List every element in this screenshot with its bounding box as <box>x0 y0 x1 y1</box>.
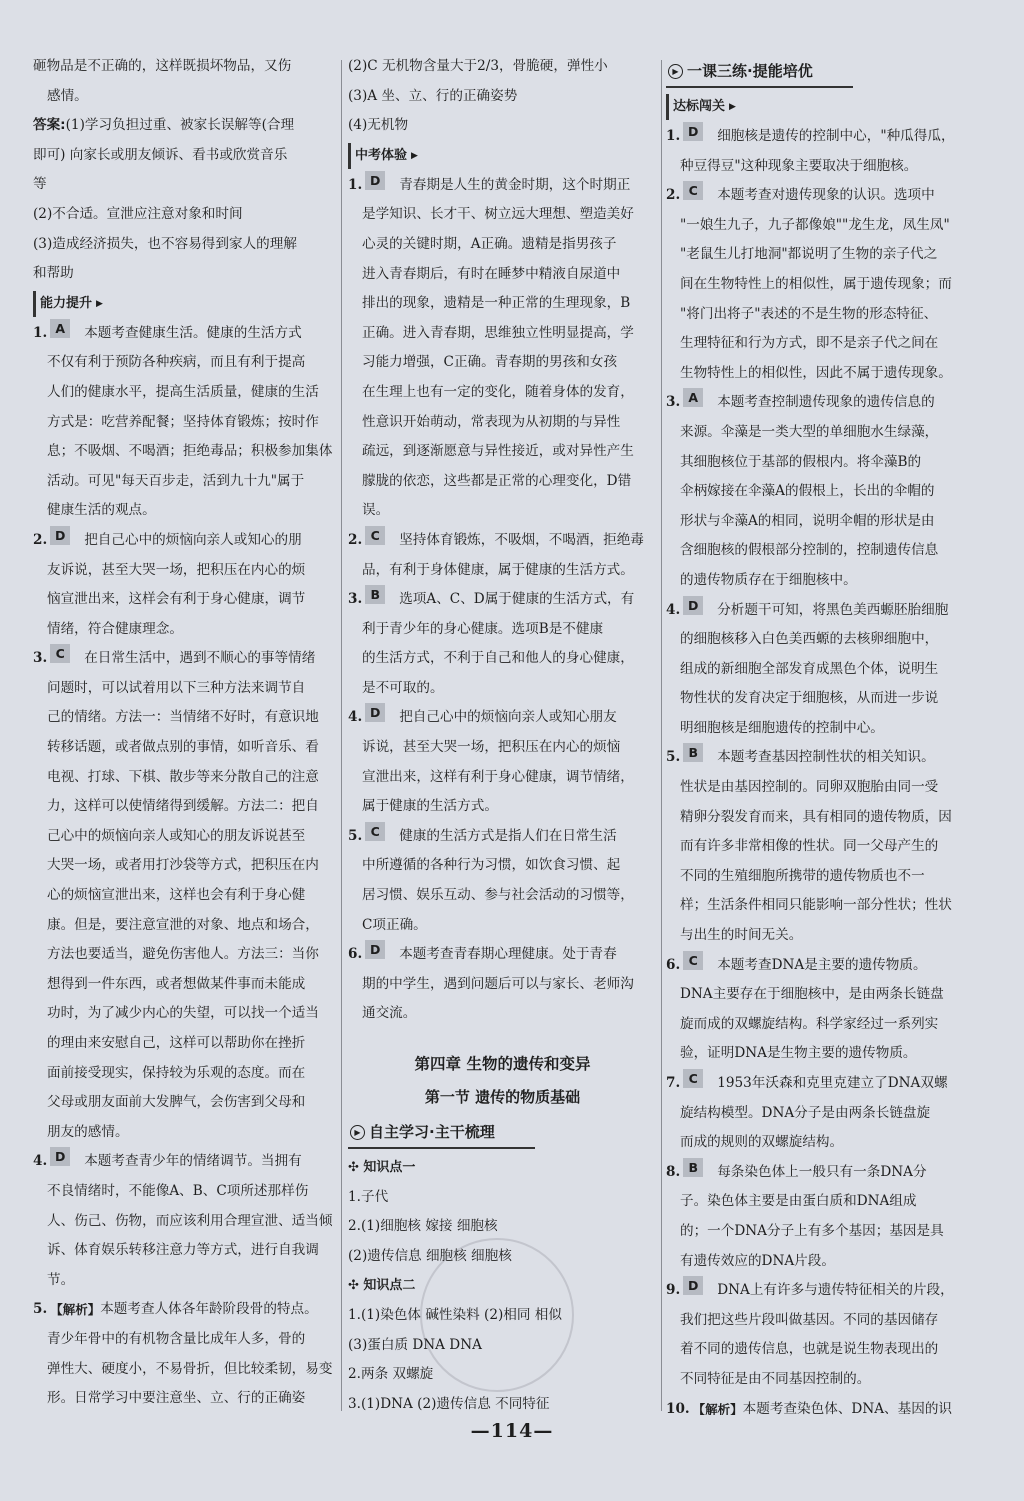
text-line: 性意识开始萌动，常表现为从初期的与异性 <box>362 413 621 430</box>
section-heading-ability <box>33 291 333 317</box>
text-line: 砸物品是不正确的，这样既损坏物品，又伤 <box>33 58 292 74</box>
text-line: 人、伤己、伤物，而应该利用合理宣泄、适当倾 <box>47 1212 333 1229</box>
item-first-line <box>348 526 657 556</box>
answer-badge: D <box>683 1276 703 1295</box>
text-line: 间在生物特性上的相似性，属于遗传现象；而 <box>680 275 952 292</box>
text-line: 息；不吸烟、不喝酒；拒绝毒品；积极参加集体 <box>47 443 333 460</box>
text-line: 心灵的关键时期，A正确。遗精是指男孩子 <box>362 235 617 252</box>
text-line: 正确。进入青春期，思维独立性明显提高，学 <box>362 324 634 341</box>
item-first-line <box>666 122 982 152</box>
text-line: 1.(1)染色体 碱性染料 (2)相同 相似 <box>348 1306 562 1323</box>
text-line: 子。染色体主要是由蛋白质和DNA组成 <box>680 1193 917 1210</box>
item-number: 1. <box>33 324 48 341</box>
text-line: 而成的规则的双螺旋结构。 <box>680 1134 844 1151</box>
text-line: 进入青春期后，有时在睡梦中精液自尿道中 <box>362 265 621 282</box>
text-line: C项正确。 <box>362 916 427 933</box>
answer-label: 答案: <box>33 117 66 134</box>
answer-badge: D <box>50 526 70 545</box>
item-number: 4. <box>666 601 681 618</box>
item-first-line <box>666 743 982 773</box>
text-line: 康。但是，要注意宣泄的对象、地点和场合， <box>47 916 319 933</box>
text-line: 2.(1)细胞核 嫁接 细胞核 <box>348 1218 498 1235</box>
text-line: 的；一个DNA分子上有多个基因；基因是具 <box>680 1222 944 1239</box>
item-10-first-line <box>666 1395 982 1415</box>
text-line: 想得到一件东西，或者想做某件事而未能成 <box>47 975 306 992</box>
knowledge-point-2: ✣ 知识点二 <box>348 1278 416 1294</box>
banner-text: 一课三练·提能培优 <box>687 62 813 80</box>
item-text: 本题考查控制遗传现象的遗传信息的 <box>717 394 935 411</box>
text-line: 方式是：吃营养配餐；坚持体育锻炼；按时作 <box>47 413 319 430</box>
text-line: 力，这样可以使情绪得到缓解。方法二：把自 <box>47 798 319 815</box>
text-line: 样；生活条件相同只能影响一部分性状；性状 <box>680 897 952 914</box>
text-line: (2)C 无机物含量大于2/3，骨脆硬，弹性小 <box>348 58 608 74</box>
answer-badge: C <box>365 822 385 841</box>
item-text: 本题考查对遗传现象的认识。选项中 <box>717 187 935 204</box>
answer-badge: B <box>683 1158 703 1177</box>
play-circle-icon: ▶ <box>350 1125 365 1140</box>
text-line: 2.两条 双螺旋 <box>348 1366 434 1383</box>
item-first-line <box>33 644 333 674</box>
item-list <box>33 319 333 1296</box>
text-line: 形状与伞藻A的相同，说明伞帽的形状是由 <box>680 512 935 529</box>
item-number: 3. <box>348 591 363 608</box>
text-line: 大哭一场，或者用打沙袋等方式，把积压在内 <box>47 857 319 874</box>
text-line: 着不同的遗传信息，也就是说生物表现出的 <box>680 1341 939 1358</box>
column-middle <box>348 52 657 1415</box>
answer-text: 即可) 向家长或朋友倾诉、看书或欣赏音乐 <box>33 146 288 163</box>
banner-practice <box>666 56 853 88</box>
text-line: 是不可取的。 <box>362 679 444 696</box>
kp-title: 知识点二 <box>363 1278 416 1294</box>
text-line: 旋结构模型。DNA分子是由两条长链盘旋 <box>680 1104 931 1121</box>
text-line: 功时，为了减少内心的失望，可以找一个适当 <box>47 1005 319 1022</box>
text-line: 活动。可见"每天百步走，活到九十九"属于 <box>47 472 305 489</box>
item-first-line <box>666 1069 982 1099</box>
item-first-line <box>348 703 657 733</box>
triangle-icon: ▶ <box>729 102 736 112</box>
item-number: 5. <box>348 827 363 844</box>
item-text: 本题考查青春期心理健康。处于青春 <box>399 946 617 963</box>
text-line: 父母或朋友面前大发脾气，会伤害到父母和 <box>47 1094 306 1111</box>
text-line <box>33 1414 333 1415</box>
text-line: 心的烦恼宣泄出来，这样也会有利于身心健 <box>47 887 306 904</box>
text-line: 通交流。 <box>362 1005 417 1022</box>
text-line: 己的情绪。方法一：当情绪不好时，有意识地 <box>47 709 319 726</box>
item-first-line <box>666 1276 982 1306</box>
item-first-line <box>348 940 657 970</box>
answer-badge: C <box>683 951 703 970</box>
answer-text: 等 <box>33 176 47 193</box>
item-text: 本题考查染色体、DNA、基因的识 <box>742 1400 953 1415</box>
item-text: DNA上有许多与遗传特征相关的片段， <box>717 1282 954 1299</box>
text-line: 品，有利于身体健康，属于健康的生活方式。 <box>362 561 634 578</box>
text-line: 节。 <box>47 1271 75 1288</box>
text-line: 友诉说，甚至大哭一场，把积压在内心的烦 <box>47 561 306 578</box>
text-line: (3)蛋白质 DNA DNA <box>348 1336 482 1353</box>
item-number: 8. <box>666 1163 681 1180</box>
text-line: 弹性大、硬度小，不易骨折，但比较柔韧，易变 <box>47 1360 333 1377</box>
column-divider <box>661 60 662 1411</box>
text-line: 问题时，可以试着用以下三种方法来调节自 <box>47 679 306 696</box>
text-line: 居习惯、娱乐互动、参与社会活动的习惯等， <box>362 887 634 904</box>
item-text: 本题考查DNA是主要的遗传物质。 <box>717 956 927 973</box>
banner-self-study <box>348 1117 535 1149</box>
column-left <box>33 52 333 1415</box>
text-line: 伞柄嫁接在伞藻A的假根上，长出的伞帽的 <box>680 483 935 500</box>
triangle-icon: ▶ <box>96 298 103 309</box>
item-first-line <box>666 596 982 626</box>
item-number: 9. <box>666 1282 681 1299</box>
answer-badge: A <box>683 388 703 407</box>
item-5-first-line <box>33 1295 333 1325</box>
answer-badge: A <box>50 319 70 338</box>
text-line: 不仅有利于预防各种疾病，而且有利于提高 <box>47 354 306 371</box>
text-line: 面前接受现实，保持较为乐观的态度。而在 <box>47 1064 306 1081</box>
section-title: 中考体验 <box>355 147 408 163</box>
item-first-line <box>666 951 982 981</box>
item-number: 3. <box>33 650 48 667</box>
item-text: 把自己心中的烦恼向亲人或知心朋友 <box>399 709 617 726</box>
text-line: 的理由来安慰自己，这样可以帮助你在挫折 <box>47 1035 306 1051</box>
text-line: 疏远，到逐渐愿意与异性接近，或对异性产生 <box>362 443 634 460</box>
answer-text: 和帮助 <box>33 265 74 282</box>
text-line: 在生理上也有一定的变化，随着身体的发育， <box>362 383 634 400</box>
text-line: 的细胞核移入白色美西螈的去核卵细胞中， <box>680 631 939 648</box>
item-first-line <box>33 526 333 556</box>
answer-badge: D <box>365 940 385 959</box>
item-text: 坚持体育锻炼，不吸烟，不喝酒，拒绝毒 <box>399 531 644 548</box>
text-line: "将门出将子"表述的不是生物的形态特征、 <box>680 305 938 322</box>
item-number: 6. <box>348 946 363 963</box>
text-line: 其细胞核位于基部的假根内。将伞藻B的 <box>680 453 922 470</box>
item-first-line <box>348 171 657 201</box>
text-line: 诉、体育娱乐转移注意力等方式，进行自我调 <box>47 1242 319 1259</box>
text-line: 人们的健康水平，提高生活质量，健康的生活 <box>47 383 319 400</box>
analysis-tag: 【解析】 <box>50 1302 101 1318</box>
chapter-title: 第四章 生物的遗传和变异 <box>414 1055 591 1073</box>
item-text: 健康的生活方式是指人们在日常生活 <box>399 827 617 844</box>
text-line: 有遗传效应的DNA片段。 <box>680 1252 835 1269</box>
knowledge-point-1: ✣ 知识点一 <box>348 1160 416 1175</box>
item-text: 本题考查人体各年龄阶段骨的特点。 <box>100 1301 318 1318</box>
item-number: 6. <box>666 956 681 973</box>
answer-badge: D <box>365 171 385 190</box>
text-line: 转移话题，或者做点别的事情，如听音乐、看 <box>47 739 319 756</box>
text-line: 1.子代 <box>348 1188 389 1205</box>
item-number: 1. <box>666 128 681 144</box>
section-title: 能力提升 <box>40 295 93 311</box>
text-line: 而有许多非常相像的性状。同一父母产生的 <box>680 838 939 855</box>
kp-title: 知识点一 <box>363 1160 416 1175</box>
item-first-line <box>348 822 657 852</box>
item-text: 本题考查健康生活。健康的生活方式 <box>84 324 302 341</box>
text-line: 宣泄出来，这样有利于身心健康，调节情绪， <box>362 768 634 785</box>
text-line: 与出生的时间无关。 <box>680 927 803 944</box>
text-line: 组成的新细胞全部发育成黑色个体，说明生 <box>680 660 939 677</box>
text-line: 习能力增强，C正确。青春期的男孩和女孩 <box>362 354 618 371</box>
text-line: 诉说，甚至大哭一场，把积压在内心的烦恼 <box>362 739 621 756</box>
answer-text: (2)不合适。宣泄应注意对象和时间 <box>33 205 243 222</box>
text-line: 含细胞核的假根部分控制的，控制遗传信息 <box>680 542 939 559</box>
answer-badge: D <box>683 122 703 141</box>
text-line: 生物特性上的相似性，因此不属于遗传现象。 <box>680 364 952 381</box>
text-line: 电视、打球、下棋、散步等来分散自己的注意 <box>47 768 319 785</box>
item-first-line <box>33 319 333 349</box>
text-line: 朦胧的依恋，这些都是正常的心理变化，D错 <box>362 472 632 489</box>
text-line: (3)A 坐、立、行的正确姿势 <box>348 87 518 104</box>
text-line: DNA主要存在于细胞核中，是由两条长链盘 <box>680 986 944 1003</box>
text-line: 健康生活的观点。 <box>47 502 156 519</box>
text-line: 的遗传物质存在于细胞核中。 <box>680 571 857 588</box>
text-line: 我们把这些片段叫做基因。不同的基因储存 <box>680 1311 939 1328</box>
text-line: 青少年骨中的有机物含量比成年人多，骨的 <box>47 1330 306 1347</box>
text-line: 排出的现象，遗精是一种正常的生理现象，B <box>362 295 631 312</box>
text-line: (2)遗传信息 细胞核 细胞核 <box>348 1247 512 1264</box>
play-circle-icon: ▶ <box>668 64 683 79</box>
text-line: 精卵分裂发育而来，具有相同的遗传物质，因 <box>680 808 952 825</box>
answer-badge: C <box>683 181 703 200</box>
item-number: 2. <box>666 187 681 204</box>
column-divider <box>341 60 342 1411</box>
banner-text: 自主学习·主干梳理 <box>369 1123 495 1141</box>
text-line: 生理特征和行为方式，即不是亲子代之间在 <box>680 335 939 352</box>
text-line: 种豆得豆"这种现象主要取决于细胞核。 <box>680 157 918 174</box>
item-text: 把自己心中的烦恼向亲人或知心的朋 <box>84 531 302 548</box>
item-number: 2. <box>33 531 48 548</box>
answer-badge: C <box>683 1069 703 1088</box>
text-line: 期的中学生，遇到问题后可以与家长、老师沟 <box>362 975 634 992</box>
item-number: 4. <box>348 709 363 726</box>
answer-text: (1)学习负担过重、被家长误解等(合理 <box>65 117 295 134</box>
item-text: 分析题干可知，将黑色美西螈胚胎细胞 <box>717 601 949 618</box>
text-line: "一娘生九子，九子都像娘""龙生龙，凤生凤" <box>680 216 950 233</box>
text-line: 朋友的感情。 <box>47 1123 129 1140</box>
item-number: 10. <box>666 1400 690 1415</box>
text-line: 情绪，符合健康理念。 <box>47 620 183 637</box>
item-list <box>348 171 657 1029</box>
section-title: 第一节 遗传的物质基础 <box>424 1088 581 1106</box>
text-line: 不同特征是由不同基因控制的。 <box>680 1370 871 1387</box>
text-line: 感情。 <box>47 87 88 104</box>
answer-badge: D <box>365 703 385 722</box>
item-text: 本题考查基因控制性状的相关知识。 <box>717 749 935 766</box>
text-line: 不同的生殖细胞所携带的遗传物质也不一 <box>680 867 925 884</box>
section-title: 达标闯关 <box>673 99 726 114</box>
item-list <box>666 122 982 1395</box>
item-number: 4. <box>33 1153 48 1170</box>
text-line: 3.(1)DNA (2)遗传信息 不同特征 <box>348 1395 550 1412</box>
text-line: 明细胞核是细胞遗传的控制中心。 <box>680 719 884 736</box>
item-text: 细胞核是遗传的控制中心，"种瓜得瓜， <box>717 128 955 144</box>
answer-badge: C <box>50 644 70 663</box>
item-first-line <box>666 1158 982 1188</box>
text-line: "老鼠生儿打地洞"都说明了生物的亲子代之 <box>680 246 938 263</box>
text-line: 中所遵循的各种行为习惯，如饮食习惯、起 <box>362 857 621 874</box>
column-right <box>666 52 982 1415</box>
item-number: 2. <box>348 531 363 548</box>
text-line: 方法也要适当，避免伤害他人。方法三：当你 <box>47 946 319 963</box>
answer-text: (3)造成经济损失，也不容易得到家人的理解 <box>33 235 297 252</box>
text-line: 是学知识、长才干、树立远大理想、塑造美好 <box>362 206 634 223</box>
text-line: 验，证明DNA是生物主要的遗传物质。 <box>680 1045 917 1062</box>
item-number: 5. <box>666 749 681 766</box>
item-number: 1. <box>348 176 363 193</box>
text-line: 己心中的烦恼向亲人或知心的朋友诉说甚至 <box>47 827 306 844</box>
section-heading-standard <box>666 94 982 120</box>
answer-badge: D <box>683 596 703 615</box>
section-heading-exam <box>348 143 657 169</box>
text-line: 物性状的发育决定于细胞核，从而进一步说 <box>680 690 939 707</box>
text-line: 旋而成的双螺旋结构。科学家经过一系列实 <box>680 1015 939 1032</box>
item-text: 本题考查青少年的情绪调节。当拥有 <box>84 1153 302 1170</box>
item-first-line <box>33 1147 333 1177</box>
text-line: 误。 <box>362 502 390 519</box>
text-line: 形。日常学习中要注意坐、立、行的正确姿 <box>47 1390 306 1407</box>
text-line: (4)无机物 <box>348 117 409 134</box>
triangle-icon: ▶ <box>411 150 418 161</box>
answer-badge: C <box>365 526 385 545</box>
text-line: 不良情绪时，不能像A、B、C项所述那样伤 <box>47 1182 309 1199</box>
text-line: 属于健康的生活方式。 <box>362 798 498 815</box>
item-first-line <box>666 388 982 418</box>
answer-badge: D <box>50 1147 70 1166</box>
text-line: 利于青少年的身心健康。选项B是不健康 <box>362 620 604 637</box>
item-text: 每条染色体上一般只有一条DNA分 <box>717 1163 927 1180</box>
item-number: 7. <box>666 1075 681 1091</box>
item-first-line <box>348 585 657 615</box>
text-line: 的生活方式，不利于自己和他人的身心健康， <box>362 650 634 667</box>
item-first-line <box>666 181 982 211</box>
item-text: 青春期是人生的黄金时期，这个时期正 <box>399 176 631 193</box>
answer-badge: B <box>683 743 703 762</box>
item-text: 选项A、C、D属于健康的生活方式，有 <box>399 591 635 608</box>
text-line: 性状是由基因控制的。同卵双胞胎由同一受 <box>680 779 939 796</box>
item-number: 3. <box>666 394 681 411</box>
item-text: 1953年沃森和克里克建立了DNA双螺 <box>717 1075 948 1091</box>
page-number: —114— <box>470 1420 554 1442</box>
answer-badge: B <box>365 585 385 604</box>
item-text: 在日常生活中，遇到不顺心的事等情绪 <box>84 650 316 667</box>
analysis-tag: 【解析】 <box>692 1401 743 1415</box>
text-line: 恼宣泄出来，这样会有利于身心健康，调节 <box>47 591 306 608</box>
item-number: 5. <box>33 1301 48 1318</box>
text-line: 来源。伞藻是一类大型的单细胞水生绿藻， <box>680 423 939 440</box>
